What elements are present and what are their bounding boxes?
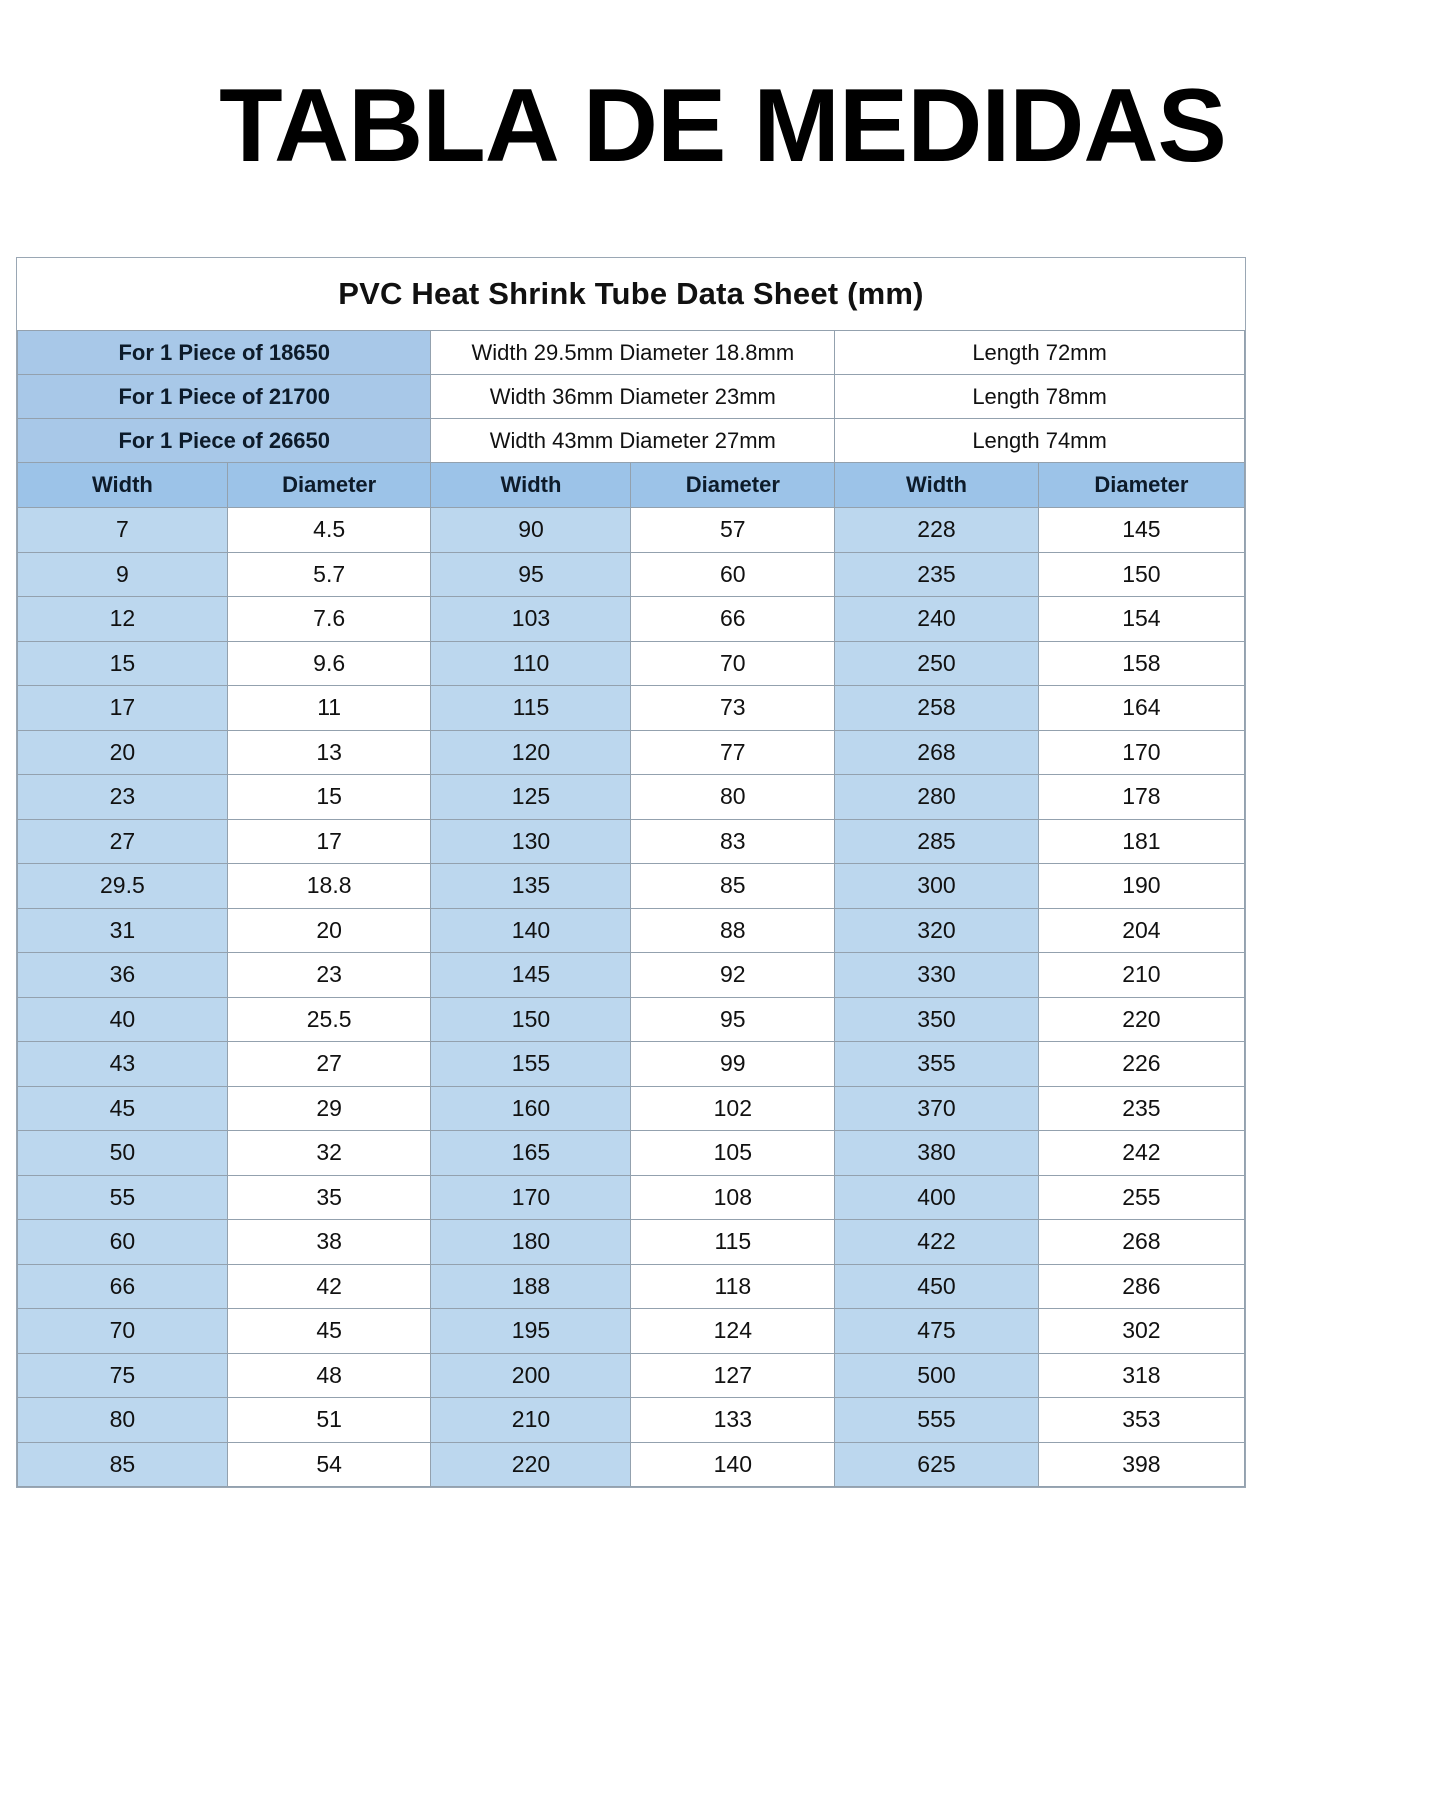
cell-width: 280	[835, 775, 1039, 820]
cell-diameter: 25.5	[227, 997, 431, 1042]
cell-width: 355	[835, 1042, 1039, 1087]
pvc-heat-shrink-datasheet	[17, 258, 1245, 1487]
datasheet-title: PVC Heat Shrink Tube Data Sheet (mm)	[18, 258, 1245, 331]
cell-width: 220	[431, 1442, 631, 1487]
table-row	[18, 1398, 1245, 1443]
cell-width: 300	[835, 864, 1039, 909]
table-row	[18, 1264, 1245, 1309]
cell-diameter: 23	[227, 953, 431, 998]
cell-width: 85	[18, 1442, 228, 1487]
cell-width: 31	[18, 908, 228, 953]
cell-diameter: 32	[227, 1131, 431, 1176]
cell-width: 475	[835, 1309, 1039, 1354]
info-row-dimensions: Width 36mm Diameter 23mm	[431, 375, 835, 419]
info-row-dimensions: Width 29.5mm Diameter 18.8mm	[431, 331, 835, 375]
cell-width: 250	[835, 641, 1039, 686]
cell-width: 370	[835, 1086, 1039, 1131]
cell-width: 40	[18, 997, 228, 1042]
table-row	[18, 864, 1245, 909]
table-row	[18, 908, 1245, 953]
cell-diameter: 154	[1038, 597, 1244, 642]
column-header-row	[18, 463, 1245, 508]
table-row	[18, 1442, 1245, 1487]
cell-width: 23	[18, 775, 228, 820]
table-row	[18, 1175, 1245, 1220]
cell-width: 268	[835, 730, 1039, 775]
cell-diameter: 29	[227, 1086, 431, 1131]
cell-width: 29.5	[18, 864, 228, 909]
info-row	[18, 419, 1245, 463]
table-row	[18, 953, 1245, 998]
cell-diameter: 204	[1038, 908, 1244, 953]
cell-width: 140	[431, 908, 631, 953]
cell-diameter: 57	[631, 508, 835, 553]
cell-width: 350	[835, 997, 1039, 1042]
column-header-width: Width	[18, 463, 228, 508]
info-row-dimensions: Width 43mm Diameter 27mm	[431, 419, 835, 463]
cell-diameter: 255	[1038, 1175, 1244, 1220]
info-row-label: For 1 Piece of 26650	[18, 419, 431, 463]
cell-diameter: 13	[227, 730, 431, 775]
cell-width: 43	[18, 1042, 228, 1087]
table-row	[18, 597, 1245, 642]
cell-diameter: 150	[1038, 552, 1244, 597]
cell-diameter: 140	[631, 1442, 835, 1487]
cell-diameter: 20	[227, 908, 431, 953]
cell-diameter: 95	[631, 997, 835, 1042]
cell-diameter: 9.6	[227, 641, 431, 686]
table-row	[18, 1086, 1245, 1131]
cell-diameter: 118	[631, 1264, 835, 1309]
datasheet-container	[16, 257, 1246, 1488]
cell-diameter: 181	[1038, 819, 1244, 864]
cell-width: 80	[18, 1398, 228, 1443]
cell-width: 135	[431, 864, 631, 909]
cell-diameter: 88	[631, 908, 835, 953]
cell-width: 320	[835, 908, 1039, 953]
cell-diameter: 51	[227, 1398, 431, 1443]
cell-width: 90	[431, 508, 631, 553]
cell-diameter: 99	[631, 1042, 835, 1087]
cell-width: 450	[835, 1264, 1039, 1309]
cell-diameter: 45	[227, 1309, 431, 1354]
cell-diameter: 70	[631, 641, 835, 686]
cell-width: 60	[18, 1220, 228, 1265]
table-row	[18, 1309, 1245, 1354]
info-row-length: Length 74mm	[835, 419, 1245, 463]
table-row	[18, 552, 1245, 597]
column-header-width: Width	[835, 463, 1039, 508]
cell-width: 15	[18, 641, 228, 686]
cell-diameter: 54	[227, 1442, 431, 1487]
cell-diameter: 220	[1038, 997, 1244, 1042]
cell-width: 103	[431, 597, 631, 642]
table-row	[18, 1220, 1245, 1265]
cell-width: 130	[431, 819, 631, 864]
table-row	[18, 1353, 1245, 1398]
cell-diameter: 7.6	[227, 597, 431, 642]
cell-diameter: 108	[631, 1175, 835, 1220]
cell-width: 55	[18, 1175, 228, 1220]
cell-width: 110	[431, 641, 631, 686]
cell-width: 200	[431, 1353, 631, 1398]
cell-width: 27	[18, 819, 228, 864]
cell-width: 258	[835, 686, 1039, 731]
cell-width: 330	[835, 953, 1039, 998]
cell-width: 235	[835, 552, 1039, 597]
cell-width: 12	[18, 597, 228, 642]
cell-diameter: 164	[1038, 686, 1244, 731]
cell-diameter: 92	[631, 953, 835, 998]
table-row	[18, 730, 1245, 775]
cell-width: 500	[835, 1353, 1039, 1398]
cell-width: 285	[835, 819, 1039, 864]
cell-width: 66	[18, 1264, 228, 1309]
cell-diameter: 38	[227, 1220, 431, 1265]
cell-width: 625	[835, 1442, 1039, 1487]
table-row	[18, 686, 1245, 731]
cell-diameter: 4.5	[227, 508, 431, 553]
cell-width: 50	[18, 1131, 228, 1176]
cell-width: 160	[431, 1086, 631, 1131]
cell-diameter: 42	[227, 1264, 431, 1309]
cell-diameter: 127	[631, 1353, 835, 1398]
cell-diameter: 145	[1038, 508, 1244, 553]
info-row	[18, 331, 1245, 375]
cell-width: 555	[835, 1398, 1039, 1443]
cell-width: 9	[18, 552, 228, 597]
table-row	[18, 641, 1245, 686]
cell-diameter: 105	[631, 1131, 835, 1176]
cell-diameter: 133	[631, 1398, 835, 1443]
cell-width: 400	[835, 1175, 1039, 1220]
cell-width: 120	[431, 730, 631, 775]
cell-diameter: 35	[227, 1175, 431, 1220]
column-header-width: Width	[431, 463, 631, 508]
cell-width: 20	[18, 730, 228, 775]
cell-width: 7	[18, 508, 228, 553]
cell-width: 195	[431, 1309, 631, 1354]
cell-diameter: 5.7	[227, 552, 431, 597]
info-row-label: For 1 Piece of 21700	[18, 375, 431, 419]
cell-width: 17	[18, 686, 228, 731]
cell-width: 150	[431, 997, 631, 1042]
table-row	[18, 819, 1245, 864]
cell-diameter: 318	[1038, 1353, 1244, 1398]
cell-diameter: 18.8	[227, 864, 431, 909]
info-row	[18, 375, 1245, 419]
cell-diameter: 353	[1038, 1398, 1244, 1443]
cell-width: 422	[835, 1220, 1039, 1265]
cell-width: 70	[18, 1309, 228, 1354]
cell-diameter: 11	[227, 686, 431, 731]
cell-diameter: 268	[1038, 1220, 1244, 1265]
cell-diameter: 398	[1038, 1442, 1244, 1487]
cell-width: 95	[431, 552, 631, 597]
cell-width: 36	[18, 953, 228, 998]
cell-diameter: 286	[1038, 1264, 1244, 1309]
column-header-diameter: Diameter	[227, 463, 431, 508]
cell-width: 155	[431, 1042, 631, 1087]
cell-diameter: 80	[631, 775, 835, 820]
cell-diameter: 85	[631, 864, 835, 909]
cell-width: 170	[431, 1175, 631, 1220]
cell-diameter: 210	[1038, 953, 1244, 998]
table-row	[18, 1042, 1245, 1087]
cell-diameter: 17	[227, 819, 431, 864]
cell-diameter: 102	[631, 1086, 835, 1131]
cell-diameter: 48	[227, 1353, 431, 1398]
cell-width: 45	[18, 1086, 228, 1131]
cell-diameter: 15	[227, 775, 431, 820]
table-row	[18, 1131, 1245, 1176]
cell-width: 165	[431, 1131, 631, 1176]
datasheet-title-row	[18, 258, 1245, 331]
table-row	[18, 997, 1245, 1042]
cell-width: 228	[835, 508, 1039, 553]
cell-diameter: 178	[1038, 775, 1244, 820]
cell-width: 75	[18, 1353, 228, 1398]
cell-diameter: 302	[1038, 1309, 1244, 1354]
cell-diameter: 158	[1038, 641, 1244, 686]
table-row	[18, 508, 1245, 553]
cell-diameter: 83	[631, 819, 835, 864]
cell-diameter: 170	[1038, 730, 1244, 775]
cell-diameter: 115	[631, 1220, 835, 1265]
cell-diameter: 77	[631, 730, 835, 775]
cell-diameter: 235	[1038, 1086, 1244, 1131]
cell-diameter: 27	[227, 1042, 431, 1087]
info-row-length: Length 72mm	[835, 331, 1245, 375]
info-row-length: Length 78mm	[835, 375, 1245, 419]
table-row	[18, 775, 1245, 820]
cell-diameter: 60	[631, 552, 835, 597]
info-row-label: For 1 Piece of 18650	[18, 331, 431, 375]
page-title: TABLA DE MEDIDAS	[219, 68, 1226, 184]
cell-width: 380	[835, 1131, 1039, 1176]
cell-diameter: 190	[1038, 864, 1244, 909]
cell-width: 145	[431, 953, 631, 998]
cell-width: 188	[431, 1264, 631, 1309]
cell-diameter: 73	[631, 686, 835, 731]
cell-diameter: 242	[1038, 1131, 1244, 1176]
cell-width: 240	[835, 597, 1039, 642]
cell-width: 115	[431, 686, 631, 731]
cell-width: 210	[431, 1398, 631, 1443]
column-header-diameter: Diameter	[1038, 463, 1244, 508]
cell-diameter: 226	[1038, 1042, 1244, 1087]
cell-diameter: 124	[631, 1309, 835, 1354]
cell-width: 180	[431, 1220, 631, 1265]
cell-diameter: 66	[631, 597, 835, 642]
column-header-diameter: Diameter	[631, 463, 835, 508]
cell-width: 125	[431, 775, 631, 820]
